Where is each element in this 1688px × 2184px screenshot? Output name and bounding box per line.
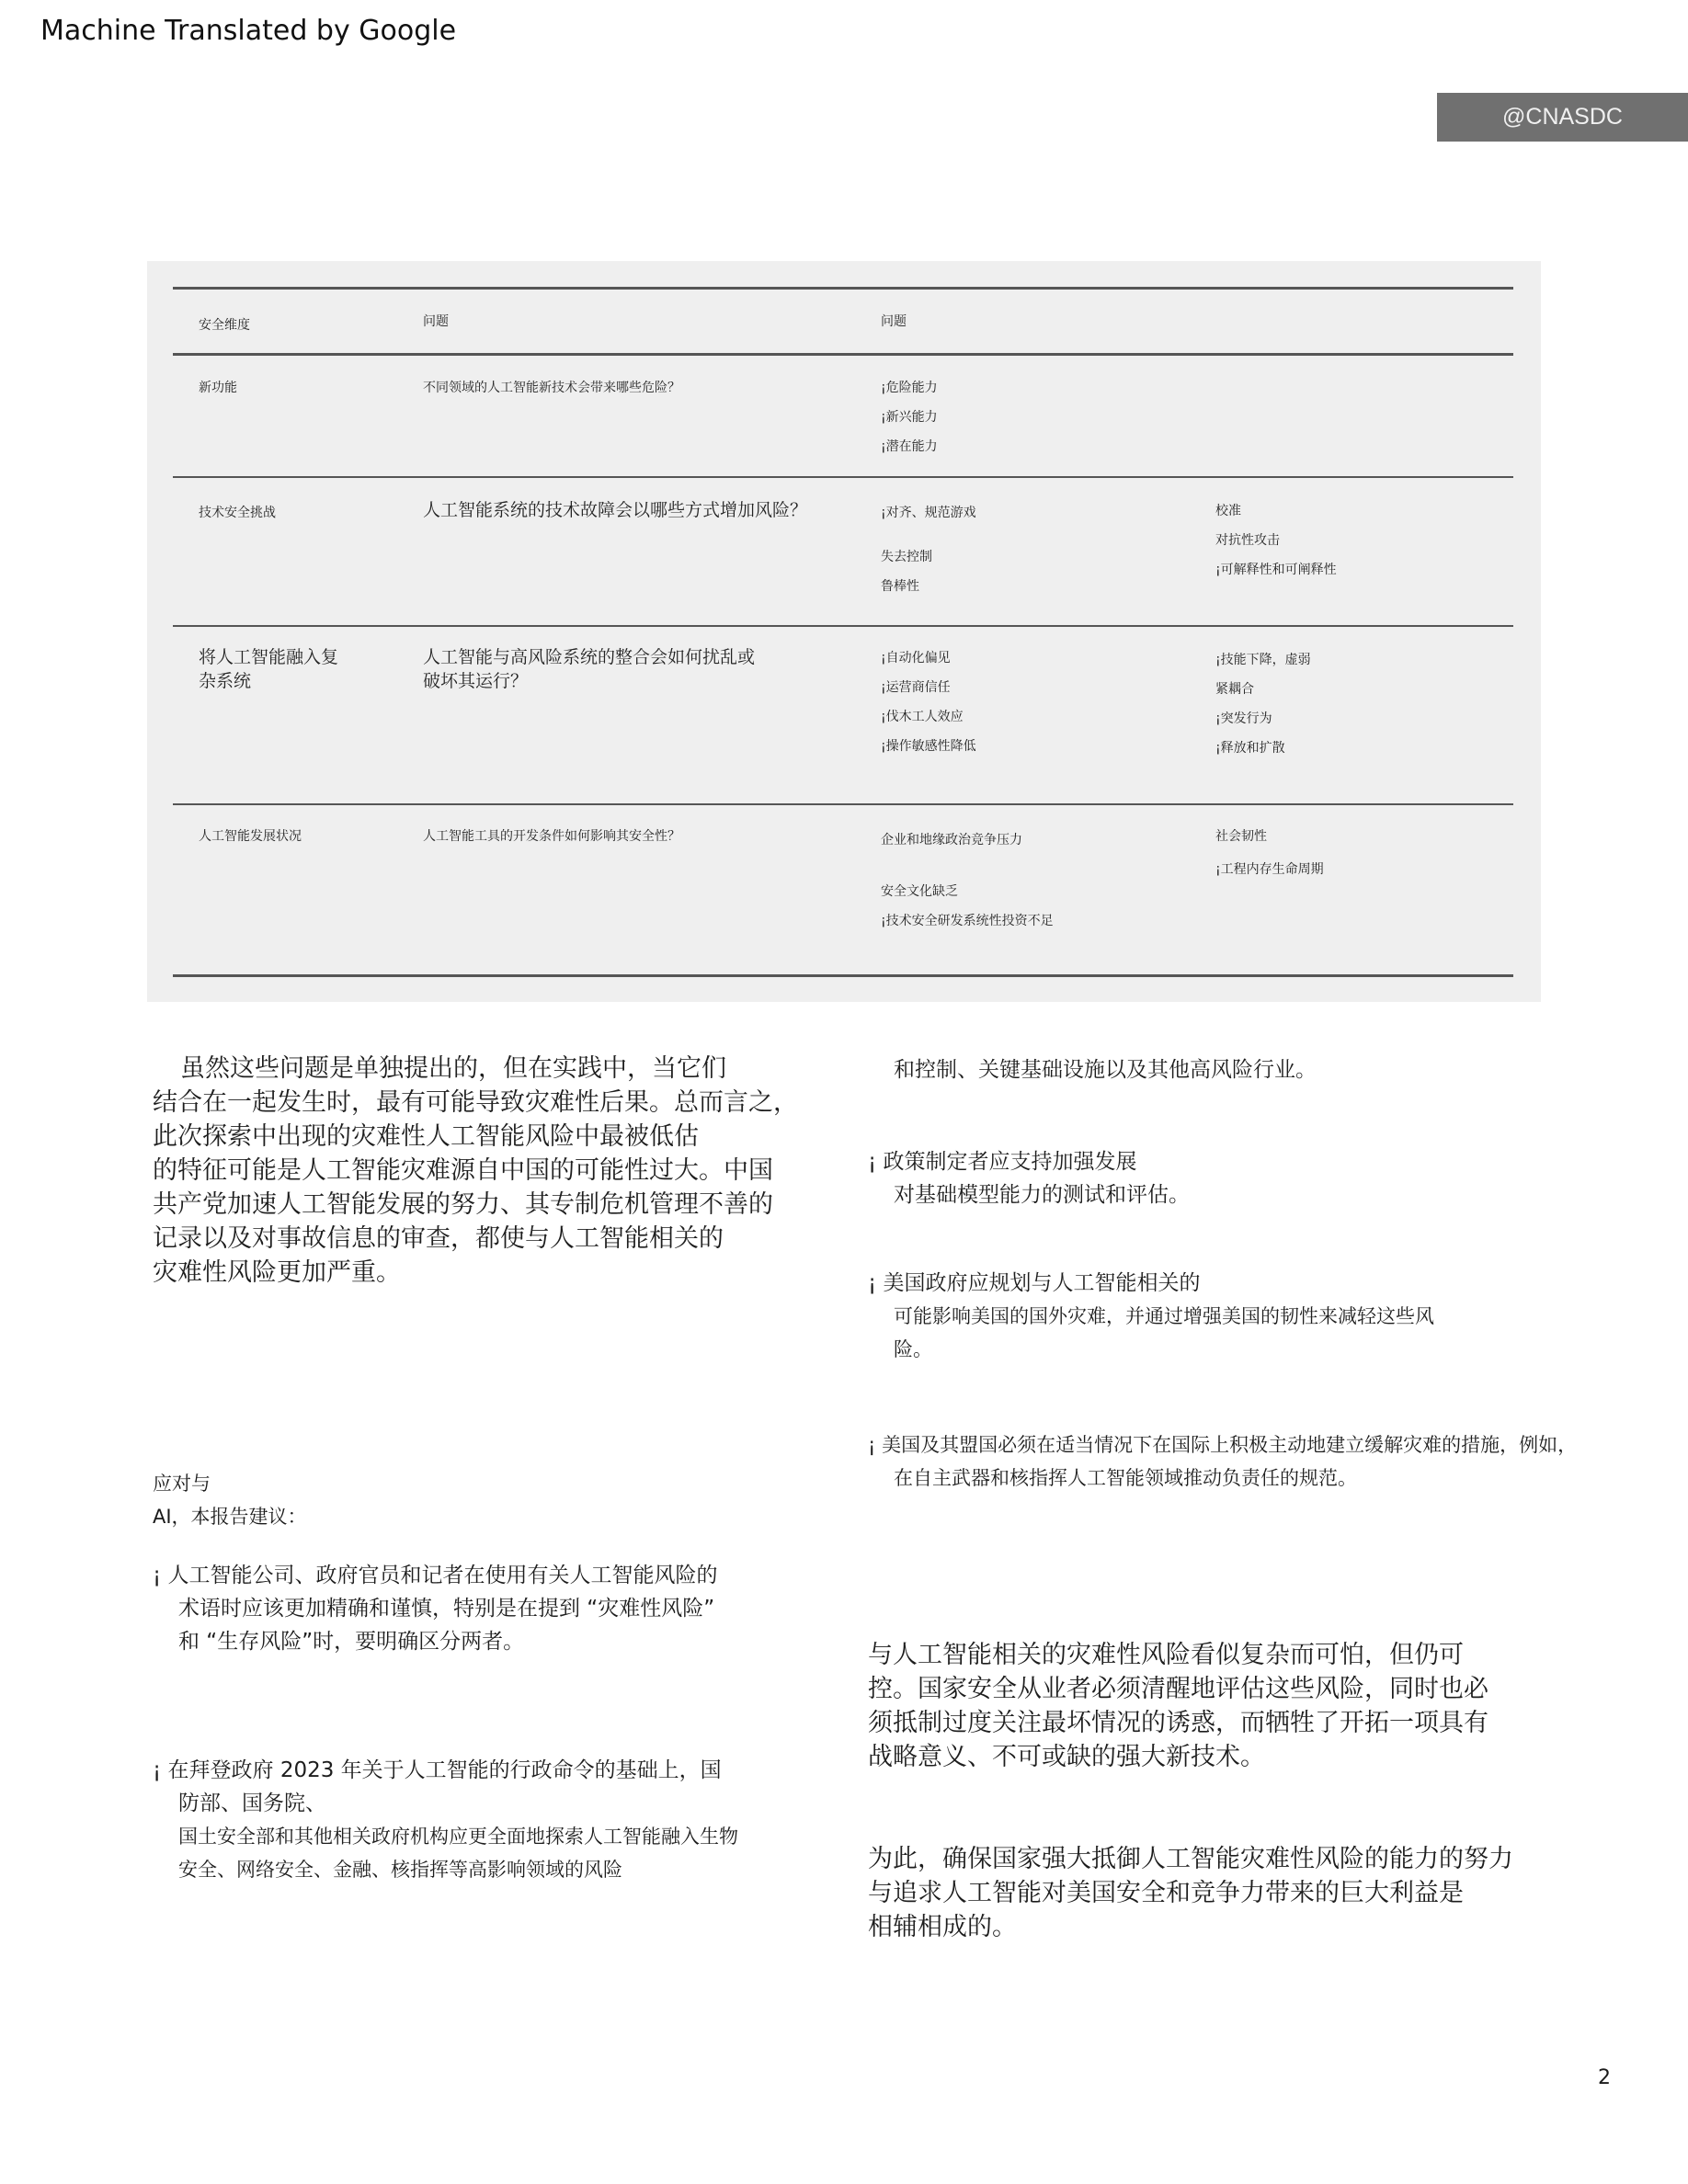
row1-dimension: 新功能 bbox=[199, 381, 237, 395]
table-rule-row3 bbox=[173, 803, 1513, 805]
header-question: 问题 bbox=[423, 314, 449, 329]
header-dimension: 安全维度 bbox=[199, 318, 250, 333]
risk-table bbox=[147, 261, 1541, 1002]
row2-issues-a: ¡对齐、规范游戏 失去控制 鲁棒性 bbox=[881, 506, 976, 594]
row1-issues: ¡危险能力 ¡新兴能力 ¡潜在能力 bbox=[881, 381, 938, 454]
machine-translation-banner: Machine Translated by Google bbox=[40, 15, 457, 47]
agencies-continuation: 和控制、关键基础设施以及其他高风险行业。 bbox=[894, 1058, 1317, 1082]
table-rule-row2 bbox=[173, 625, 1513, 627]
row3-dimension: 将人工智能融入复 杂系统 bbox=[199, 647, 339, 691]
table-rule-row1 bbox=[173, 476, 1513, 478]
source-badge: @CNASDC bbox=[1437, 93, 1688, 142]
recommendation-terminology: ¡ 人工智能公司、政府官员和记者在使用有关人工智能风险的 术语时应该更加精确和谨慎，特别是在提到 “灾难性风险” 和 “生存风险”时，要明确区分两者。 bbox=[153, 1564, 718, 1654]
row3-issues-b: ¡技能下降，虚弱 紧耦合 ¡突发行为 ¡释放和扩散 bbox=[1215, 653, 1311, 756]
table-rule-header bbox=[173, 353, 1513, 356]
intro-paragraph: 虽然这些问题是单独提出的，但在实践中，当它们 结合在一起发生时，最有可能导致灾难性后果。总而言之， 此次探索中出现的灾难性人工智能风险中最被低估 的特征可能是人工智能灾难源自中国的可能性过大。中国 共产党加速人工智能发展的努力、其专制危机管理不善的 记录以及对事故信息的审查，都使与人工智能相关的 灾难性风险更加严重。 bbox=[153, 1054, 798, 1287]
header-issues: 问题 bbox=[881, 314, 907, 329]
recommendation-agencies: ¡ 在拜登政府 2023 年关于人工智能的行政命令的基础上，国 防部、国务院、 国土安全部和其他相关政府机构应更全面地探索人工智能融入生物 安全、网络安全、金融、核指挥等高影响领域的风险 bbox=[153, 1758, 738, 1881]
table-rule-top bbox=[173, 287, 1513, 290]
row2-question: 人工智能系统的技术故障会以哪些方式增加风险？ bbox=[423, 500, 808, 520]
recommendation-foreign-disasters: ¡ 美国政府应规划与人工智能相关的 可能影响美国的国外灾难，并通过增强美国的韧性来减轻这些风 险。 bbox=[868, 1271, 1434, 1360]
recommendation-testing: ¡ 政策制定者应支持加强发展 对基础模型能力的测试和评估。 bbox=[868, 1150, 1190, 1207]
row2-dimension: 技术安全挑战 bbox=[199, 506, 276, 520]
row2-issues-b: 校准 对抗性攻击 ¡可解释性和可阐释性 bbox=[1215, 504, 1337, 577]
conclusion-paragraph-2: 为此，确保国家强大抵御人工智能灾难性风险的能力的努力 与追求人工智能对美国安全和竞争力带来的巨大利益是 相辅相成的。 bbox=[868, 1845, 1513, 1941]
row4-question: 人工智能工具的开发条件如何影响其安全性？ bbox=[423, 829, 680, 844]
row1-question: 不同领域的人工智能新技术会带来哪些危险？ bbox=[423, 381, 680, 395]
row3-issues-a: ¡自动化偏见 ¡运营商信任 ¡伐木工人效应 ¡操作敏感性降低 bbox=[881, 651, 976, 754]
row4-issues-a: 企业和地缘政治竞争压力 安全文化缺乏 ¡技术安全研发系统性投资不足 bbox=[881, 833, 1054, 928]
row4-dimension: 人工智能发展状况 bbox=[199, 829, 302, 844]
page-number: 2 bbox=[1598, 2066, 1611, 2089]
table-rule-bottom bbox=[173, 974, 1513, 977]
row3-question: 人工智能与高风险系统的整合会如何扰乱或 破坏其运行？ bbox=[423, 647, 756, 691]
conclusion-paragraph-1: 与人工智能相关的灾难性风险看似复杂而可怕，但仍可 控。国家安全从业者必须清醒地评估这些风险，同时也必 须抵制过度关注最坏情况的诱惑，而牺牲了开拓一项具有 战略意义、不可或缺的强大新技术。 bbox=[868, 1641, 1488, 1771]
row4-issues-b: 社会韧性 ¡工程内存生命周期 bbox=[1215, 829, 1324, 877]
recommendation-international: ¡ 美国及其盟国必须在适当情况下在国际上积极主动地建立缓解灾难的措施，例如， 在自主武器和核指挥人工智能领域推动负责任的规范。 bbox=[868, 1434, 1578, 1489]
recommendations-intro: 应对与 AI，本报告建议： bbox=[153, 1473, 307, 1528]
